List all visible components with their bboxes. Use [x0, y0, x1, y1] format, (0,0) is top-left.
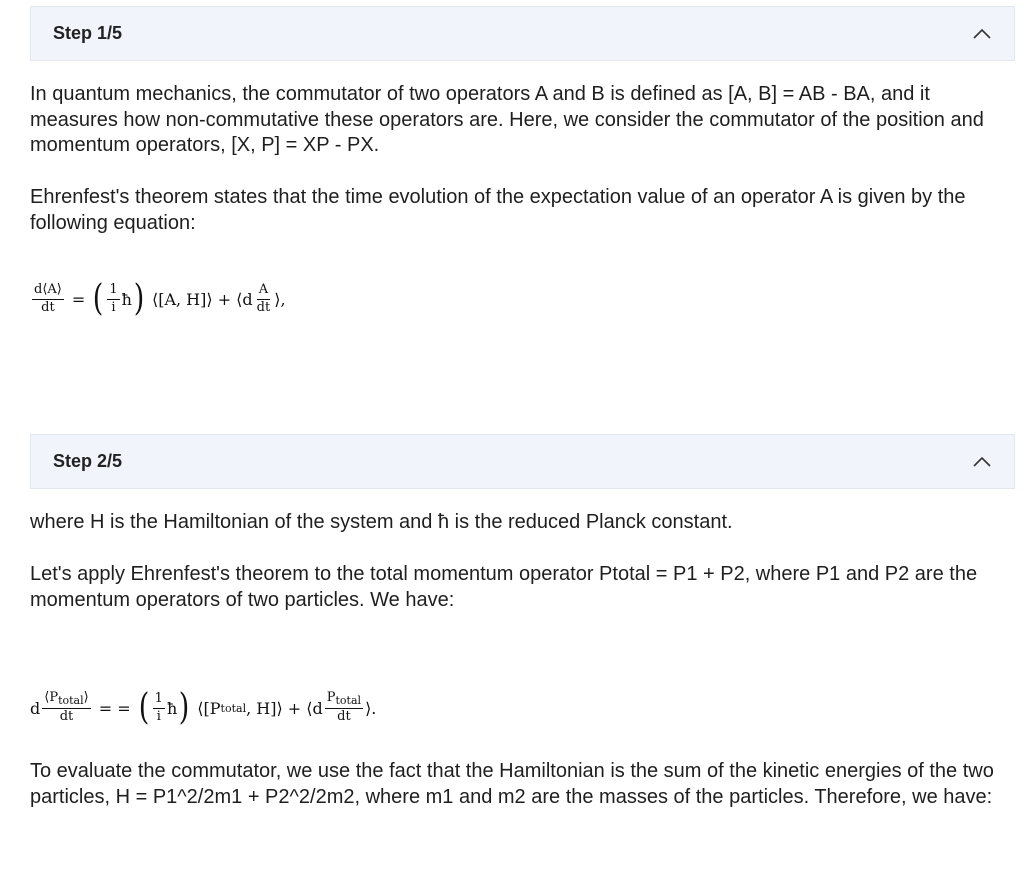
lhs-numerator — [42, 691, 90, 709]
right-paren: ) — [133, 278, 145, 319]
step-2-header[interactable] — [30, 434, 1015, 489]
chevron-up-icon[interactable] — [972, 453, 992, 469]
hbar-symbol: ħ — [166, 698, 178, 718]
commutator-close: , H]⟩ + ⟨d — [246, 698, 323, 718]
commutator-open: ⟨[P — [197, 698, 221, 718]
rhs-denominator: dt — [256, 299, 271, 315]
ehrenfest-equation — [30, 278, 286, 319]
total-momentum-equation — [30, 687, 377, 728]
left-paren: ( — [93, 278, 104, 319]
coefficient-fraction — [153, 692, 165, 724]
rhs-fraction — [325, 691, 363, 724]
lhs-fraction — [42, 691, 90, 724]
lead-d: d — [30, 698, 41, 718]
coef-denominator: i — [111, 299, 116, 315]
step-1-paragraph-1: In quantum mechanics, the commutator of two operators A and B is defined as [A, B] = AB - BA, and it measures how non-commutative these operators are. Here, we consider the commutator of the position and momentum operators, [X, P] = XP - PX. — [30, 83, 984, 156]
lhs-denominator: dt — [41, 299, 55, 315]
right-paren: ) — [179, 687, 190, 728]
equals-sign: = — [71, 289, 86, 309]
lhs-denominator: dt — [59, 709, 74, 725]
chevron-up-icon-svg — [972, 453, 992, 469]
coef-denominator: i — [156, 708, 161, 724]
step-1-paragraph-2: Ehrenfest's theorem states that the time evolution of the expectation value of an operator A is given by the following equation: — [30, 186, 966, 234]
coef-numerator: 1 — [153, 692, 165, 708]
equation-tail: ⟩, — [274, 289, 286, 309]
rhs-numerator: A — [257, 283, 270, 299]
rhs-denominator: dt — [337, 709, 351, 725]
step-2-paragraph-2: Let's apply Ehrenfest's theorem to the total momentum operator Ptotal = P1 + P2, where P1 and P2 are the momentum operators of two particles. We have: — [30, 563, 978, 611]
chevron-up-icon[interactable] — [972, 25, 992, 41]
commutator-subscript: total — [220, 701, 247, 715]
rhs-subscript: total — [335, 694, 362, 708]
lhs-fraction — [32, 283, 64, 315]
lhs-num-text: ⟨P — [44, 690, 59, 706]
equals-sign: = = — [98, 698, 131, 718]
step-2-paragraph-1: where H is the Hamiltonian of the system and ħ is the reduced Planck constant. — [30, 511, 733, 533]
coef-numerator: 1 — [107, 283, 119, 299]
equation-tail: ⟩. — [365, 698, 377, 718]
hbar-symbol: ħ — [121, 289, 132, 309]
coefficient-fraction — [107, 283, 119, 315]
rhs-fraction — [255, 283, 273, 315]
chevron-up-icon-svg — [972, 25, 992, 41]
step-1-header[interactable] — [30, 6, 1015, 61]
left-paren: ( — [138, 687, 149, 728]
step-2-title: Step 2/5 — [53, 451, 123, 471]
lhs-num-close: ⟩ — [83, 690, 89, 706]
lhs-subscript: total — [58, 694, 84, 708]
commutator-term: ⟨[A, H]⟩ + ⟨d — [151, 289, 253, 309]
rhs-numerator — [325, 691, 363, 709]
step-1-title: Step 1/5 — [53, 23, 123, 43]
lhs-numerator: d⟨A⟩ — [32, 283, 64, 299]
rhs-num-text: P — [326, 690, 336, 706]
step-2-paragraph-3: To evaluate the commutator, we use the fact that the Hamiltonian is the sum of the kinetic energies of the two particles, H = P1^2/2m1 + P2^2/2m2, where m1 and m2 are the masses of the particles. Therefore, we have: — [30, 760, 994, 808]
